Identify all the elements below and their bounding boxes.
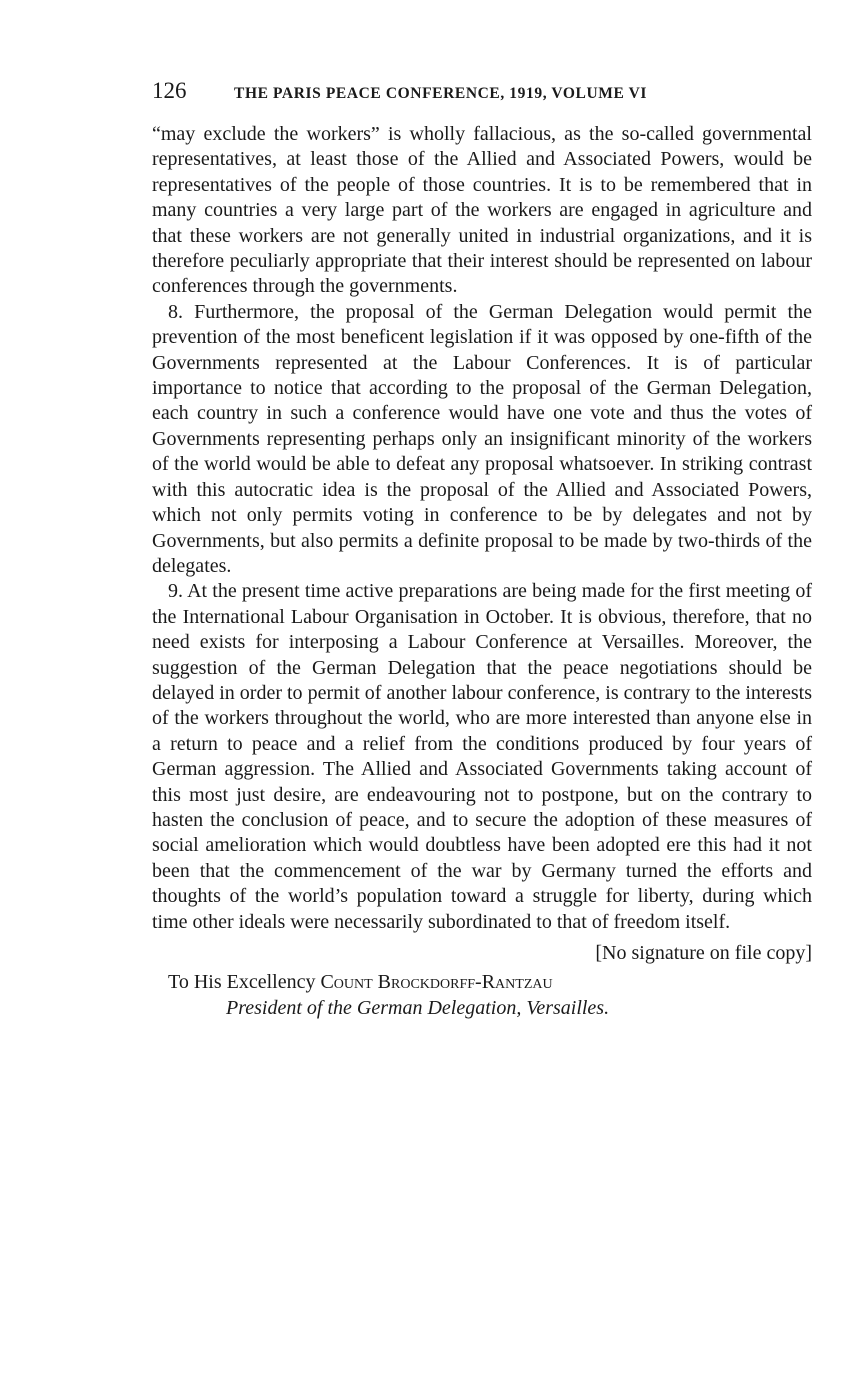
document-page — [152, 78, 812, 1021]
addressee-line — [168, 970, 812, 995]
body-text — [152, 122, 812, 935]
running-head — [152, 78, 812, 112]
paragraph-9: 9. At the present time active preparations are being made for the first meeting of the International Labour Organisation in October. It is obvious, therefore, that no need exists for interposing a Labour Conference at Versailles. Moreover, the suggestion of the German Delegation that the peace negotiations should be delayed in order to permit of another labour conference, is contrary to the interests of the workers throughout the world, who are more interested than anyone else in a return to peace and a relief from the conditions produced by four years of German aggression. The Allied and Associated Governments taking account of this most just desire, are endeavouring not to postpone, but on the contrary to hasten the conclusion of peace, and to secure the adoption of these measures of social amelioration which would doubtless have been adopted ere this had it not been that the commencement of the war by Germany turned the efforts and thoughts of the world’s population toward a struggle for liberty, during which time other ideals were necessarily subordinated to that of freedom itself. — [152, 580, 812, 933]
addressee-title: President of the German Delegation, Versailles. — [226, 996, 610, 1019]
address-block — [152, 970, 812, 1021]
page-number: 126 — [152, 78, 187, 103]
signature-note: [No signature on file copy] — [595, 942, 812, 964]
addressee-name: Count Brockdorff-Rantzau — [320, 971, 553, 994]
addressee-prefix: To His Excellency — [168, 971, 321, 994]
paragraph-8: 8. Furthermore, the proposal of the German Delegation would permit the prevention of the most beneficent legislation if it was opposed by one-fifth of the Governments represented at the Labour Conferences. It is of particular importance to notice that according to the proposal of the German Delegation, each country in such a conference would have one vote and thus the votes of Governments representing perhaps only an insignificant minority of the workers of the world would be able to defeat any proposal whatsoever. In striking contrast with this autocratic idea is the proposal of the Allied and Associated Powers, which not only permits voting in conference to be by delegates and not by Governments, but also permits a definite proposal to be made by two-thirds of the delegates. — [152, 300, 812, 577]
paragraph-continuation: “may exclude the workers” is wholly fallacious, as the so-called governmental representatives, at least those of the Allied and Associated Powers, would be representatives of the people of those countries. It is to be remembered that in many countries a very large part of the workers are engaged in agriculture and that these workers are not generally united in industrial organizations, and it is therefore peculiarly appropriate that their interest should be represented on labour conferences through the governments. — [152, 123, 812, 298]
running-title: THE PARIS PEACE CONFERENCE, 1919, VOLUME VI — [234, 85, 648, 102]
